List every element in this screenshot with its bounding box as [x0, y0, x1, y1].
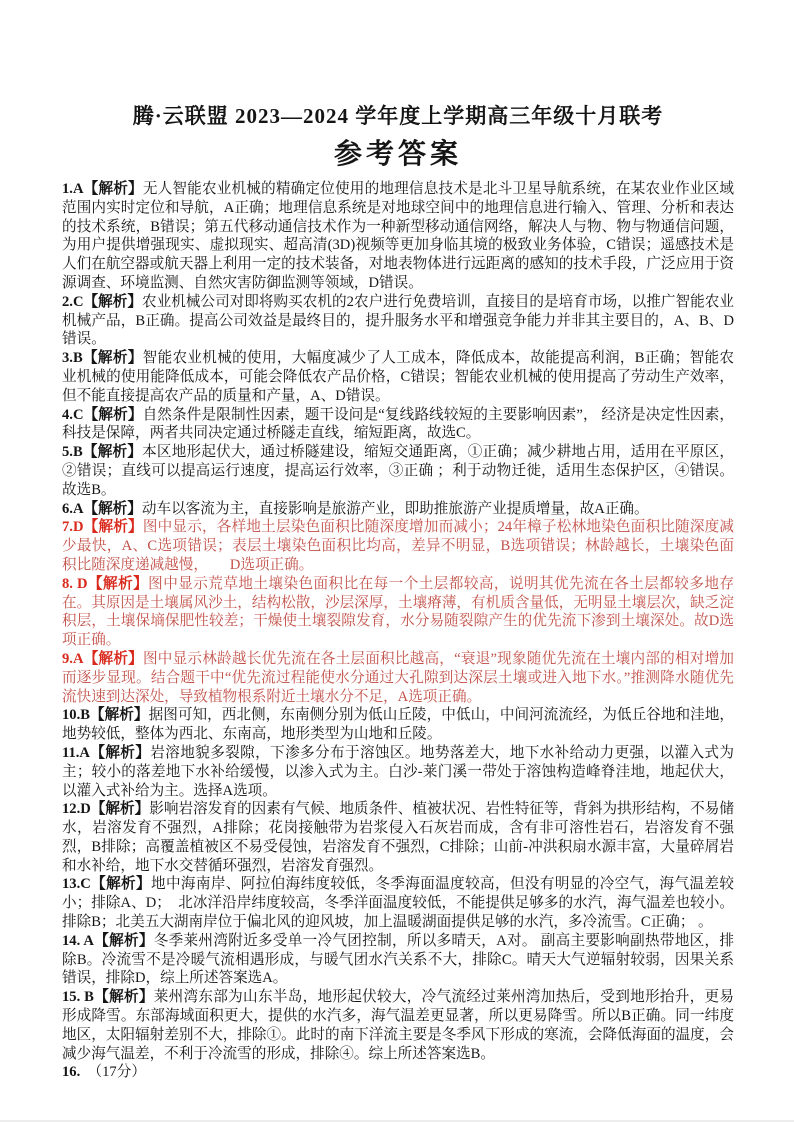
- answer-item-15: [62, 988, 734, 1063]
- answer-item-13: [62, 875, 734, 931]
- answer-label: 15. B【解析】: [62, 989, 154, 1006]
- answer-text: 本区地形起伏大，通过桥隧建设，缩短交通距离，①正确；减少耕地占用，适用在平原区，②错误；直线可以提高运行速度，提高运行效率，③正确 ；利于动物迁徙，适用生态保护区，④错误。故选B。: [62, 444, 734, 498]
- answer-text: 农业机械公司对即将购买农机的2农户进行免费培训，直接目的是培育市场，以推广智能农业机械产品，B正确。提高公司效益是最终目的，提升服务水平和增强竞争能力并非其主要目的，A、B、D错误。: [62, 293, 734, 348]
- answer-text: 自然条件是限制性因素，题干设问是“复线路线较短的主要影响因素”， 经济是决定性因素，科技是保障，两者共同决定通过桥隧走直线，缩短距离，故选C。: [62, 406, 734, 442]
- answer-item-7: [62, 518, 734, 574]
- answer-label: 14. A【解析】: [62, 932, 154, 949]
- answer-label: 6.A【解析】: [62, 500, 142, 517]
- answer-label: 9.A【解析】: [62, 650, 143, 667]
- answer-item-8: [62, 575, 734, 650]
- answer-label: 1.A【解析】: [62, 181, 143, 197]
- answer-text: 智能农业机械的使用，大幅度减少了人工成本，降低成本，故能提高利润，B正确；智能农业机械的使用能降低成本，可能会降低农产品价格，C错误；智能农业机械的使用提高了劳动生产效率，但不能直接提高农产品的质量和产量，A、D错误。: [62, 350, 734, 404]
- answer-label: 16.: [62, 1064, 81, 1081]
- answer-text: 莱州湾东部为山东半岛，地形起伏较大，冷气流经过莱州湾加热后，受到地形抬升，更易形成降雪。东部海域面积更大，提供的水汽多，海气温差更显著，所以更易降雪。所以B正确。同一纬度地区，太阳辐射差别不大，排除①。此时的南下洋流主要是冬季风下形成的寒流，会降低海面的温度，会减少海气温差，不利于冷流雪的形成，排除④。综上所述答案选B。: [62, 989, 734, 1062]
- answer-label: 13.C【解析】: [62, 876, 151, 893]
- answer-item-1: [62, 180, 734, 293]
- answer-item-4: [62, 406, 734, 444]
- page-title: 参考答案: [333, 139, 462, 170]
- answer-label: 12.D【解析】: [62, 801, 150, 818]
- answer-item-16: [62, 1063, 734, 1082]
- answer-item-9: [62, 650, 734, 706]
- answer-text: 地中海南岸、阿拉伯海纬度较低，冬季海面温度较高，但没有明显的冷空气，海气温差较小；排除A、D； 北冰洋沿岸纬度较高，冬季洋面温度较低，不能提供足够多的水汽，海气温差也较小。排除B；北美五大湖南岸位于偏北风的迎风坡，加上温暖湖面提供足够的水汽，多冷流雪。C正确； 。: [62, 876, 734, 931]
- answer-text: （17分）: [80, 1064, 146, 1081]
- answer-item-14: [62, 932, 734, 988]
- answer-item-2: [62, 293, 734, 349]
- answer-item-5: [62, 443, 734, 499]
- answers-content: [62, 180, 734, 1082]
- answer-label: 7.D【解析】: [62, 519, 143, 536]
- answer-item-11: [62, 744, 734, 800]
- answer-label: 5.B【解析】: [62, 444, 143, 461]
- answer-label: 4.C【解析】: [62, 406, 143, 423]
- answer-text: 图中显示荒草地土壤染色面积比在每一个土层都较高，说明其优先流在各土层都较多地存在。其原因是土壤属风沙土，结构松散，沙层深厚，土壤瘠薄，有机质含量低，无明显土壤层次，缺乏淀积层，土壤保墒保肥性较差；干燥使土壤裂隙发育，水分易随裂隙产生的优先流下渗到土壤深处。故D选项正确。: [62, 575, 734, 649]
- answer-label: 10.B【解析】: [62, 707, 149, 724]
- answer-text: 岩溶地貌多裂隙，下渗多分布于溶蚀区。地势落差大，地下水补给动力更强，以灌入式为主；较小的落差地下水补给缓慢，以渗入式为主。白沙-莱门溪一带处于溶蚀构造峰脊洼地，地起伏大，以灌入式补给为主。选择A选项。: [62, 744, 734, 799]
- answer-item-12: [62, 800, 734, 875]
- exam-title: 腾·云联盟 2023—2024 学年度上学期高三年级十月联考: [132, 104, 664, 128]
- answer-item-10: [62, 706, 734, 744]
- answer-text: 影响岩溶发育的因素有气候、地质条件、植被状况、岩性特征等，背斜为拱形结构，不易储水，岩溶发育不强烈，A排除；花岗接触带为岩浆侵入石灰岩而成，含有非可溶性岩石，岩溶发育不强烈，B排除；高覆盖植被区不易受侵蚀，岩溶发育不强烈，C排除；山前-冲洪积扇水源丰富，大量碎屑岩和水补给，地下水交替循环强烈，岩溶发育强烈。: [62, 801, 734, 874]
- answer-label: 11.A【解析】: [62, 744, 151, 761]
- answer-label: 8. D【解析】: [62, 575, 149, 592]
- answer-item-3: [62, 349, 734, 405]
- answer-label: 3.B【解析】: [62, 350, 143, 367]
- answer-item-6: [62, 500, 734, 519]
- answer-text: 冬季莱州湾附近多受单一冷气团控制，所以多晴天，A对。 副高主要影响副热带地区，排除B。冷流雪不是冷暖气流相遇形成，与暖气团水汽关系不大，排除C。晴天大气逆辐射较弱，因果关系错误，排除D，综上所述答案选A。: [62, 932, 734, 987]
- answer-text: 据图可知，西北侧，东南侧分别为低山丘陵，中低山，中间河流流经，为低丘谷地和洼地，地势较低，整体为西北、东南高，地形类型为山地和丘陵。: [62, 707, 734, 743]
- answer-label: 2.C【解析】: [62, 293, 142, 310]
- answer-text: 动车以客流为主，直接影响是旅游产业，即助推旅游产业提质增量，故A正确。: [141, 500, 649, 517]
- answer-text: 图中显示林龄越长优先流在各土层面积比越高，“衰退”现象随优先流在土壤内部的相对增加而逐步显现。结合题干中“优先流过程能使水分通过大孔隙到达深层土壤或进入地下水。”推测降水随优先流快速到达深处，导致植物根系附近土壤水分不足，A选项正确。: [62, 650, 734, 705]
- answer-text: 无人智能农业机械的精确定位使用的地理信息技术是北斗卫星导航系统，在某农业作业区域范围内实时定位和导航，A正确；地理信息系统是对地球空间中的地理信息进行输入、管理、分析和表达的技术系统，B错误；第五代移动通信技术作为一种新型移动通信网络，解决人与物、物与物通信问题，为用户提供增强现实、虚拟现实、超高清(3D)视频等更加身临其境的极致业务体验，C错误；遥感技术是人们在航空器或航天器上利用一定的技术装备，对地表物体进行远距离的感知的技术手段，广泛应用于资源调查、环境监测、自然灾害防御监测等领域，D错误。: [62, 181, 734, 291]
- answer-text: 图中显示，各样地土层染色面积比随深度增加而减小；24年樟子松林地染色面积比随深度减少最快，A、C选项错误；表层土壤染色面积比均高，差异不明显，B选项错误；林龄越长，土壤染色面积比随深度递减越慢， D选项正确。: [62, 519, 734, 573]
